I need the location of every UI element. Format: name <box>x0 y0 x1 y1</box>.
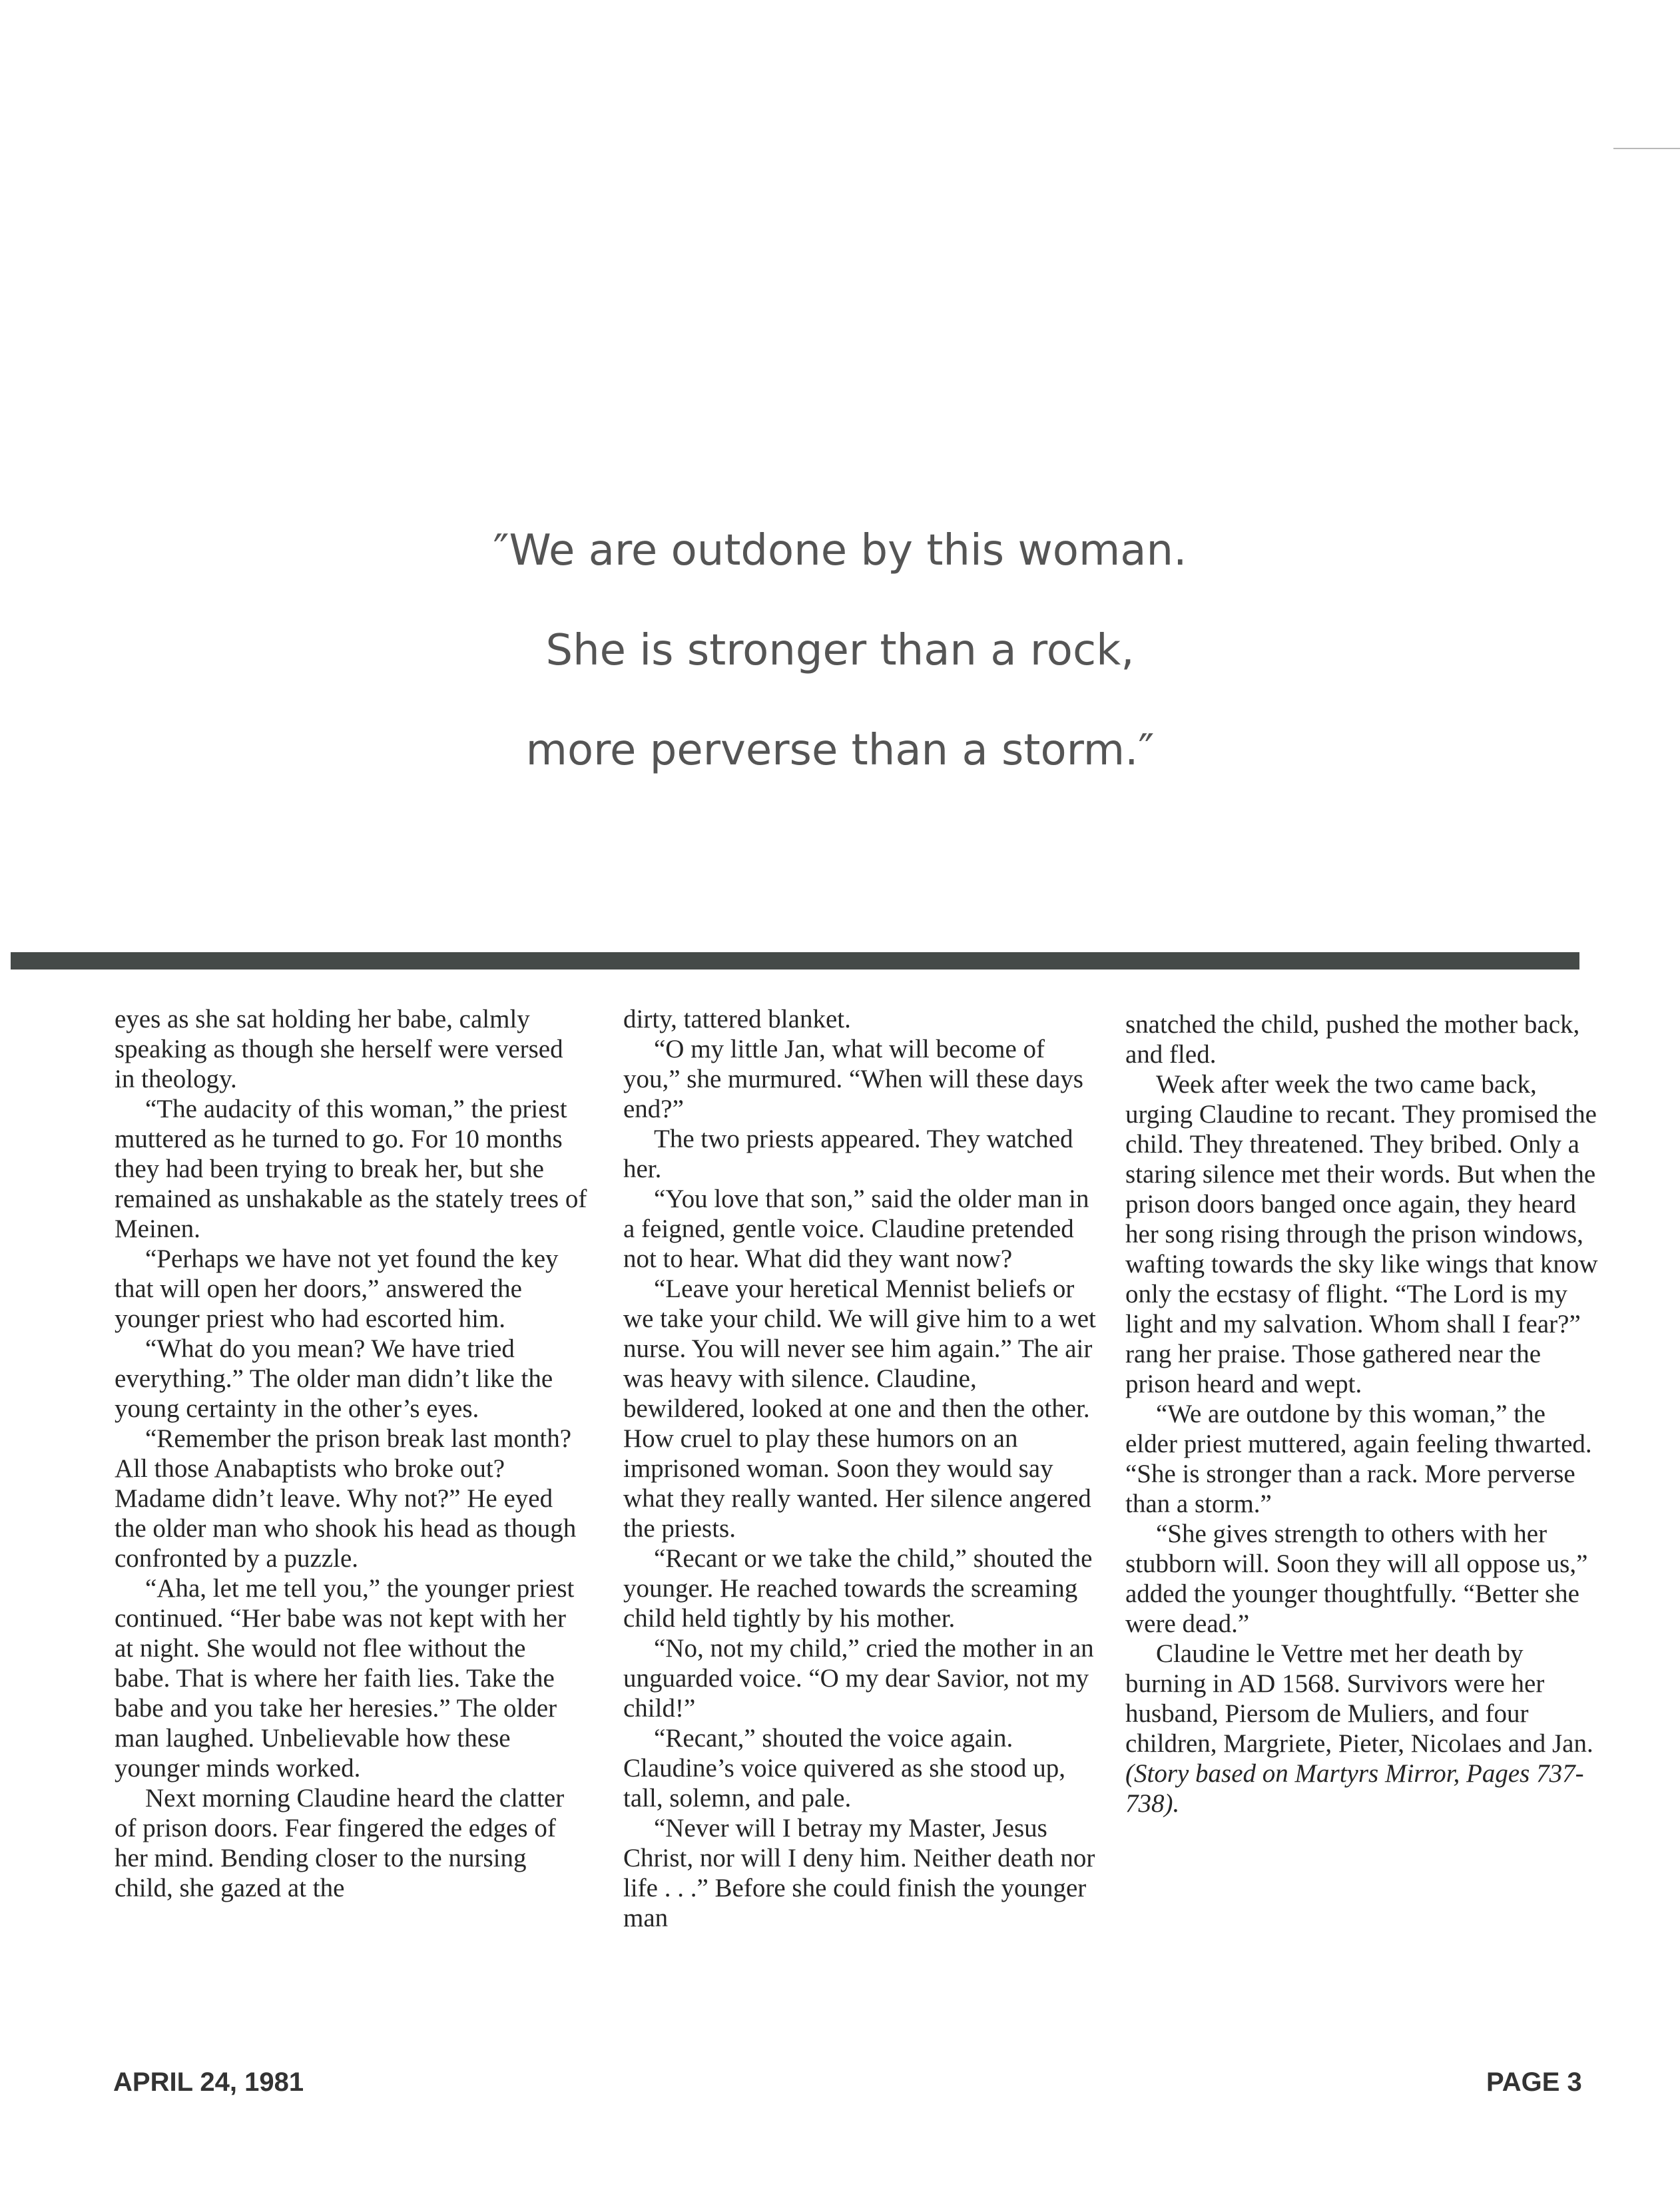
paragraph: eyes as she sat holding her babe, calmly speaking as though she herself were versed in theology. <box>115 1005 563 1093</box>
page-number: PAGE 3 <box>1486 2068 1582 2097</box>
story-column-3 <box>1125 1009 1598 1818</box>
paragraph: Next morning Claudine heard the clatter of prison doors. Fear fingered the edges of her mind. Bending closer to the nursing child, she gazed at the <box>115 1784 565 1902</box>
paragraph: “She gives strength to others with her stubborn will. Soon they will all oppose us,” added the younger thoughtfully. “Better she were dead.” <box>1125 1519 1588 1638</box>
paragraph: “The audacity of this woman,” the priest muttered as he turned to go. For 10 months they had been trying to break her, but she remained as unshakable as the stately trees of Meinen. <box>115 1095 587 1243</box>
paragraph: “O my little Jan, what will become of you,” she murmured. “When will these days end?” <box>623 1035 1083 1123</box>
section-divider-rule <box>11 952 1579 969</box>
paragraph: “Perhaps we have not yet found the key that will open her doors,” answered the younger priest who had escorted him. <box>115 1244 559 1333</box>
issue-date: APRIL 24, 1981 <box>113 2068 304 2097</box>
paragraph: “Never will I betray my Master, Jesus Christ, nor will I deny him. Neither death nor life . . .” Before she could finish the younger man <box>623 1814 1095 1932</box>
paragraph: “Recant,” shouted the voice again. Claudine’s voice quivered as she stood up, tall, solemn, and pale. <box>623 1724 1065 1812</box>
story-column-2 <box>623 1004 1096 1933</box>
paragraph: snatched the child, pushed the mother back, and fled. <box>1125 1010 1580 1069</box>
paragraph: The two priests appeared. They watched her. <box>623 1125 1073 1183</box>
paragraph: “What do you mean? We have tried everything.” The older man didn’t like the young certainty in the other’s eyes. <box>115 1334 553 1423</box>
paragraph: “Remember the prison break last month? All those Anabaptists who broke out? Madame didn’t leave. Why not?” He eyed the older man who shook his head as though confronted by a puzzle. <box>115 1424 577 1573</box>
source-citation: (Story based on Martyrs Mirror, Pages 737-738). <box>1125 1759 1584 1818</box>
paragraph: dirty, tattered blanket. <box>623 1005 851 1033</box>
edge-mark <box>1613 148 1680 149</box>
pull-quote-line-1: ″We are outdone by this woman. <box>493 526 1187 575</box>
paragraph: “You love that son,” said the older man in a feigned, gentle voice. Claudine pretended not to hear. What did they want now? <box>623 1185 1089 1273</box>
paragraph: Week after week the two came back, urging Claudine to recant. They promised the child. They threatened. They bribed. Only a staring silence met their words. But when the prison doors banged once again, they heard her song rising through the prison windows, wafting towards the sky like wings that know only the ecstasy of flight. “The Lord is my light and my salvation. Whom shall I fear?” rang her praise. Those gathered near the prison heard and wept. <box>1125 1070 1598 1398</box>
paragraph: “Leave your heretical Mennist beliefs or we take your child. We will give him to a wet nurse. You will never see him again.” The air was heavy with silence. Claudine, bewildered, looked at one and then the other. How cruel to play these humors on an imprisoned woman. Soon they would say what they really wanted. Her silence angered the priests. <box>623 1274 1096 1543</box>
story-column-1 <box>115 1004 587 1903</box>
paragraph: “No, not my child,” cried the mother in an unguarded voice. “O my dear Savior, not my child!” <box>623 1634 1094 1723</box>
paragraph: “We are outdone by this woman,” the elder priest muttered, again feeling thwarted. “She is stronger than a rack. More perverse than a storm.” <box>1125 1400 1592 1518</box>
paragraph: “Recant or we take the child,” shouted the younger. He reached towards the screaming child held tightly by his mother. <box>623 1544 1093 1633</box>
paragraph: Claudine le Vettre met her death by burning in AD 1568. Survivors were her husband, Piersom de Muliers, and four children, Margriete, Pieter, Nicolaes and Jan. <box>1125 1639 1593 1758</box>
pull-quote <box>0 501 1680 800</box>
paragraph: “Aha, let me tell you,” the younger priest continued. “Her babe was not kept with her at night. She would not flee without the babe. That is where her faith lies. Take the babe and you take her heresies.” The older man laughed. Unbelievable how these younger minds worked. <box>115 1574 575 1783</box>
pull-quote-line-2: She is stronger than a rock, <box>545 626 1135 675</box>
pull-quote-line-3: more perverse than a storm.″ <box>525 726 1155 775</box>
